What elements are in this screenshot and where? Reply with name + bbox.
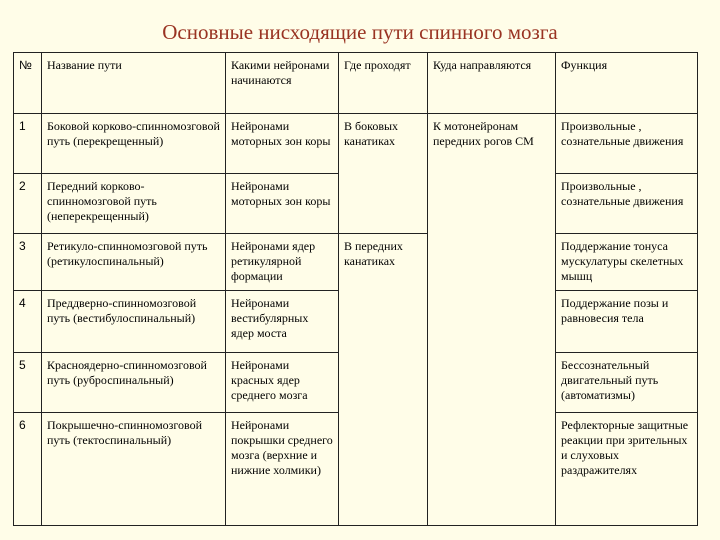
row-number: 4 xyxy=(14,291,42,353)
row-where: В боковых канатиках xyxy=(339,114,428,234)
row-start: Нейронами моторных зон коры xyxy=(226,114,339,174)
row-name: Покрышечно-спинномозговой путь (тектоспинальный) xyxy=(42,413,226,526)
row-start: Нейронами вестибулярных ядер моста xyxy=(226,291,339,353)
row-number: 1 xyxy=(14,114,42,174)
header-name: Название пути xyxy=(42,53,226,114)
table-row xyxy=(14,114,698,174)
row-start: Нейронами моторных зон коры xyxy=(226,174,339,234)
descending-tracts-table xyxy=(13,52,698,526)
header-function: Функция xyxy=(556,53,698,114)
row-start: Нейронами ядер ретикулярной формации xyxy=(226,234,339,291)
row-start: Нейронами красных ядер среднего мозга xyxy=(226,353,339,413)
row-where: В передних канатиках xyxy=(339,234,428,526)
header-start: Какими нейронами начинаются xyxy=(226,53,339,114)
row-start: Нейронами покрышки среднего мозга (верхние и нижние холмики) xyxy=(226,413,339,526)
header-where: Где проходят xyxy=(339,53,428,114)
row-function: Произвольные , сознательные движения xyxy=(556,174,698,234)
page-title: Основные нисходящие пути спинного мозга xyxy=(162,20,558,44)
row-function: Рефлекторные защитные реакции при зрительных и слуховых раздражителях xyxy=(556,413,698,526)
row-number: 2 xyxy=(14,174,42,234)
row-number: 3 xyxy=(14,234,42,291)
row-name: Красноядерно-спинномозговой путь (руброспинальный) xyxy=(42,353,226,413)
row-destination: К мотонейронам передних рогов СМ xyxy=(428,114,556,526)
row-function: Произвольные , сознательные движения xyxy=(556,114,698,174)
table-row xyxy=(14,234,698,291)
header-destination: Куда направляются xyxy=(428,53,556,114)
row-function: Поддержание тонуса мускулатуры скелетных мышц xyxy=(556,234,698,291)
row-function: Поддержание позы и равновесия тела xyxy=(556,291,698,353)
row-function: Бессознательный двигательный путь (автоматизмы) xyxy=(556,353,698,413)
header-number: № xyxy=(14,53,42,114)
row-name: Ретикуло-спинномозговой путь (ретикулоспинальный) xyxy=(42,234,226,291)
row-name: Преддверно-спинномозговой путь (вестибулоспинальный) xyxy=(42,291,226,353)
row-name: Передний корково-спинномозговой путь (неперекрещенный) xyxy=(42,174,226,234)
row-name: Боковой корково-спинномозговой путь (перекрещенный) xyxy=(42,114,226,174)
row-number: 6 xyxy=(14,413,42,526)
row-number: 5 xyxy=(14,353,42,413)
header-row xyxy=(14,53,698,114)
